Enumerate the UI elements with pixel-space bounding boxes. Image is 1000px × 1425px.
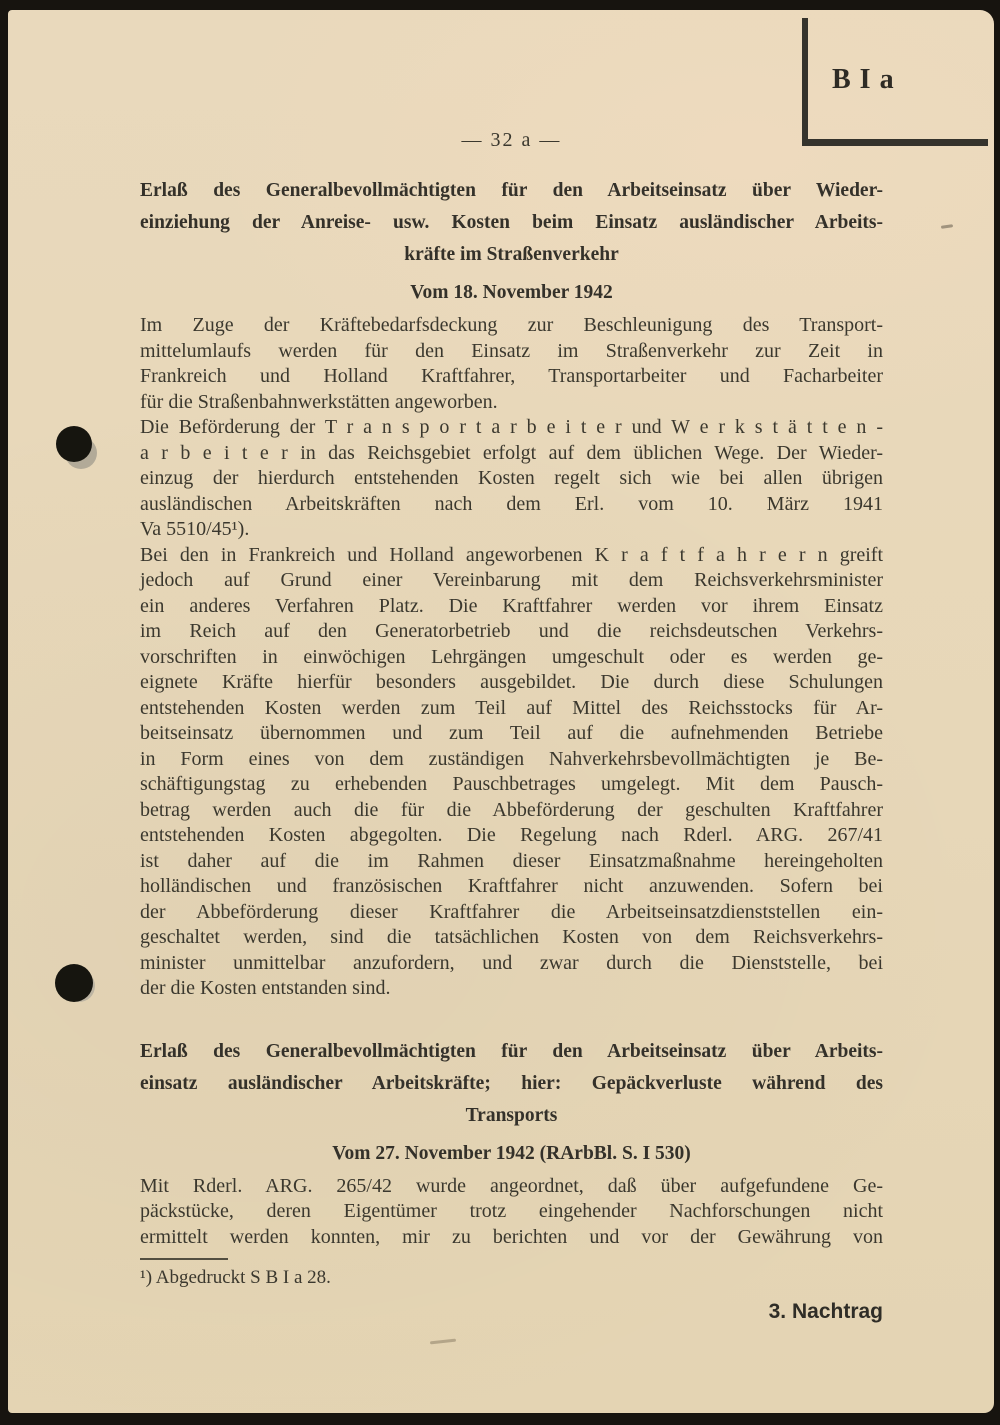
text-line: einzug der hierdurch entstehenden Kosten regelt sich wie bei allen übrigen	[140, 467, 883, 489]
footnote-rule	[140, 1258, 228, 1260]
text-line: a r b e i t e r in das Reichsgebiet erfolgt auf dem üblichen Wege. Der Wieder-	[140, 441, 883, 464]
text-line: für die Straßenbahnwerkstätten angeworben.	[140, 390, 498, 413]
text-line: entstehenden Kosten werden zum Teil auf Mittel des Reichsstocks für Ar-	[140, 696, 883, 719]
text-line: der die Kosten entstanden sind.	[140, 977, 391, 999]
text-line: einsatz ausländischer Arbeitskräfte; hier: Gepäckverluste während des	[140, 1072, 883, 1094]
document-body	[140, 175, 883, 1250]
hole-punch-bottom	[55, 964, 93, 1002]
paragraph	[140, 313, 883, 415]
text-line: entstehenden Kosten abgegolten. Die Regelung nach Rderl. ARG. 267/41	[140, 824, 883, 846]
text-line: ausländischen Arbeitskräften nach dem Erl. vom 10. März 1941	[140, 492, 883, 515]
text-line: beitseinsatz übernommen und zum Teil auf die aufnehmenden Betriebe	[140, 722, 883, 744]
section-corner-label: B I a	[832, 64, 895, 95]
text-line: päckstücke, deren Eigentümer trotz eingehender Nachforschungen nicht	[140, 1200, 883, 1222]
text-line: der Abbeförderung dieser Kraftfahrer die Arbeitseinsatzdienststellen ein-	[140, 900, 883, 923]
text-line: im Reich auf den Generatorbetrieb und die reichsdeutschen Verkehrs-	[140, 620, 883, 642]
section-date	[140, 1138, 883, 1170]
text-line: jedoch auf Grund einer Vereinbarung mit dem Reichsverkehrsminister	[140, 569, 883, 591]
page-number: — 32 a —	[461, 129, 562, 151]
text-line: Transports	[465, 1104, 558, 1126]
text-line: Vom 18. November 1942	[410, 282, 613, 303]
text-line: Die Beförderung der T r a n s p o r t a r b e i t e r und W e r k s t ä t t e n -	[140, 416, 883, 438]
section-heading	[140, 1036, 883, 1132]
text-line: ermittelt werden konnten, mir zu berichten und vor der Gewährung von	[140, 1225, 883, 1248]
text-line: in Form eines von dem zuständigen Nahverkehrsbevollmächtigten je Be-	[140, 747, 883, 770]
text-line: Erlaß des Generalbevollmächtigten für den Arbeitseinsatz über Arbeits-	[140, 1040, 883, 1062]
text-line: eignete Kräfte hierfür besonders ausgebildet. Die durch diese Schulungen	[140, 671, 883, 693]
text-line: Frankreich und Holland Kraftfahrer, Transportarbeiter und Facharbeiter	[140, 365, 883, 387]
text-line: kräfte im Straßenverkehr	[404, 244, 619, 265]
text-line: vorschriften in einwöchigen Lehrgängen umgeschult oder es werden ge-	[140, 645, 883, 668]
text-line: geschaltet werden, sind die tatsächlichen Kosten von dem Reichsverkehrs-	[140, 926, 883, 948]
text-line: Bei den in Frankreich und Holland angeworbenen K r a f t f a h r e r n greift	[140, 543, 883, 566]
section-heading	[140, 175, 883, 271]
text-line: einziehung der Anreise- usw. Kosten beim Einsatz ausländischer Arbeits-	[140, 212, 883, 233]
corner-bracket-vertical	[802, 18, 808, 145]
text-line: schäftigungstag zu erhebenden Pauschbetrages umgelegt. Mit dem Pausch-	[140, 773, 883, 795]
corner-bracket-horizontal	[802, 139, 988, 146]
paper-sheet	[8, 10, 994, 1413]
text-line: Vom 27. November 1942 (RArbBl. S. I 530)	[332, 1142, 691, 1164]
text-line: holländischen und französischen Kraftfahrer nicht anzuwenden. Sofern bei	[140, 875, 883, 897]
footnote: ¹) Abgedruckt S B I a 28.	[140, 1267, 331, 1288]
text-line: ein anderes Verfahren Platz. Die Kraftfahrer werden vor ihrem Einsatz	[140, 594, 883, 617]
text-line: minister unmittelbar anzufordern, und zwar durch die Dienststelle, bei	[140, 951, 883, 974]
section-date	[140, 277, 883, 309]
text-line: Mit Rderl. ARG. 265/42 wurde angeordnet, daß über aufgefundene Ge-	[140, 1174, 883, 1197]
text-line: mittelumlaufs werden für den Einsatz im Straßenverkehr zur Zeit in	[140, 339, 883, 362]
text-line: ist daher auf die im Rahmen dieser Einsatzmaßnahme hereingeholten	[140, 849, 883, 872]
paragraph	[140, 1174, 883, 1251]
text-line: Im Zuge der Kräftebedarfsdeckung zur Beschleunigung des Transport-	[140, 314, 883, 336]
text-line: betrag werden auch die für die Abbeförderung der geschulten Kraftfahrer	[140, 798, 883, 821]
text-line: Erlaß des Generalbevollmächtigten für den Arbeitseinsatz über Wieder-	[140, 180, 883, 201]
hole-punch-top	[56, 426, 92, 462]
text-line: Va 5510/45¹).	[140, 518, 250, 540]
paragraph	[140, 543, 883, 1002]
paragraph	[140, 415, 883, 543]
supplement-label: 3. Nachtrag	[768, 1300, 883, 1323]
page-content	[140, 127, 883, 1324]
